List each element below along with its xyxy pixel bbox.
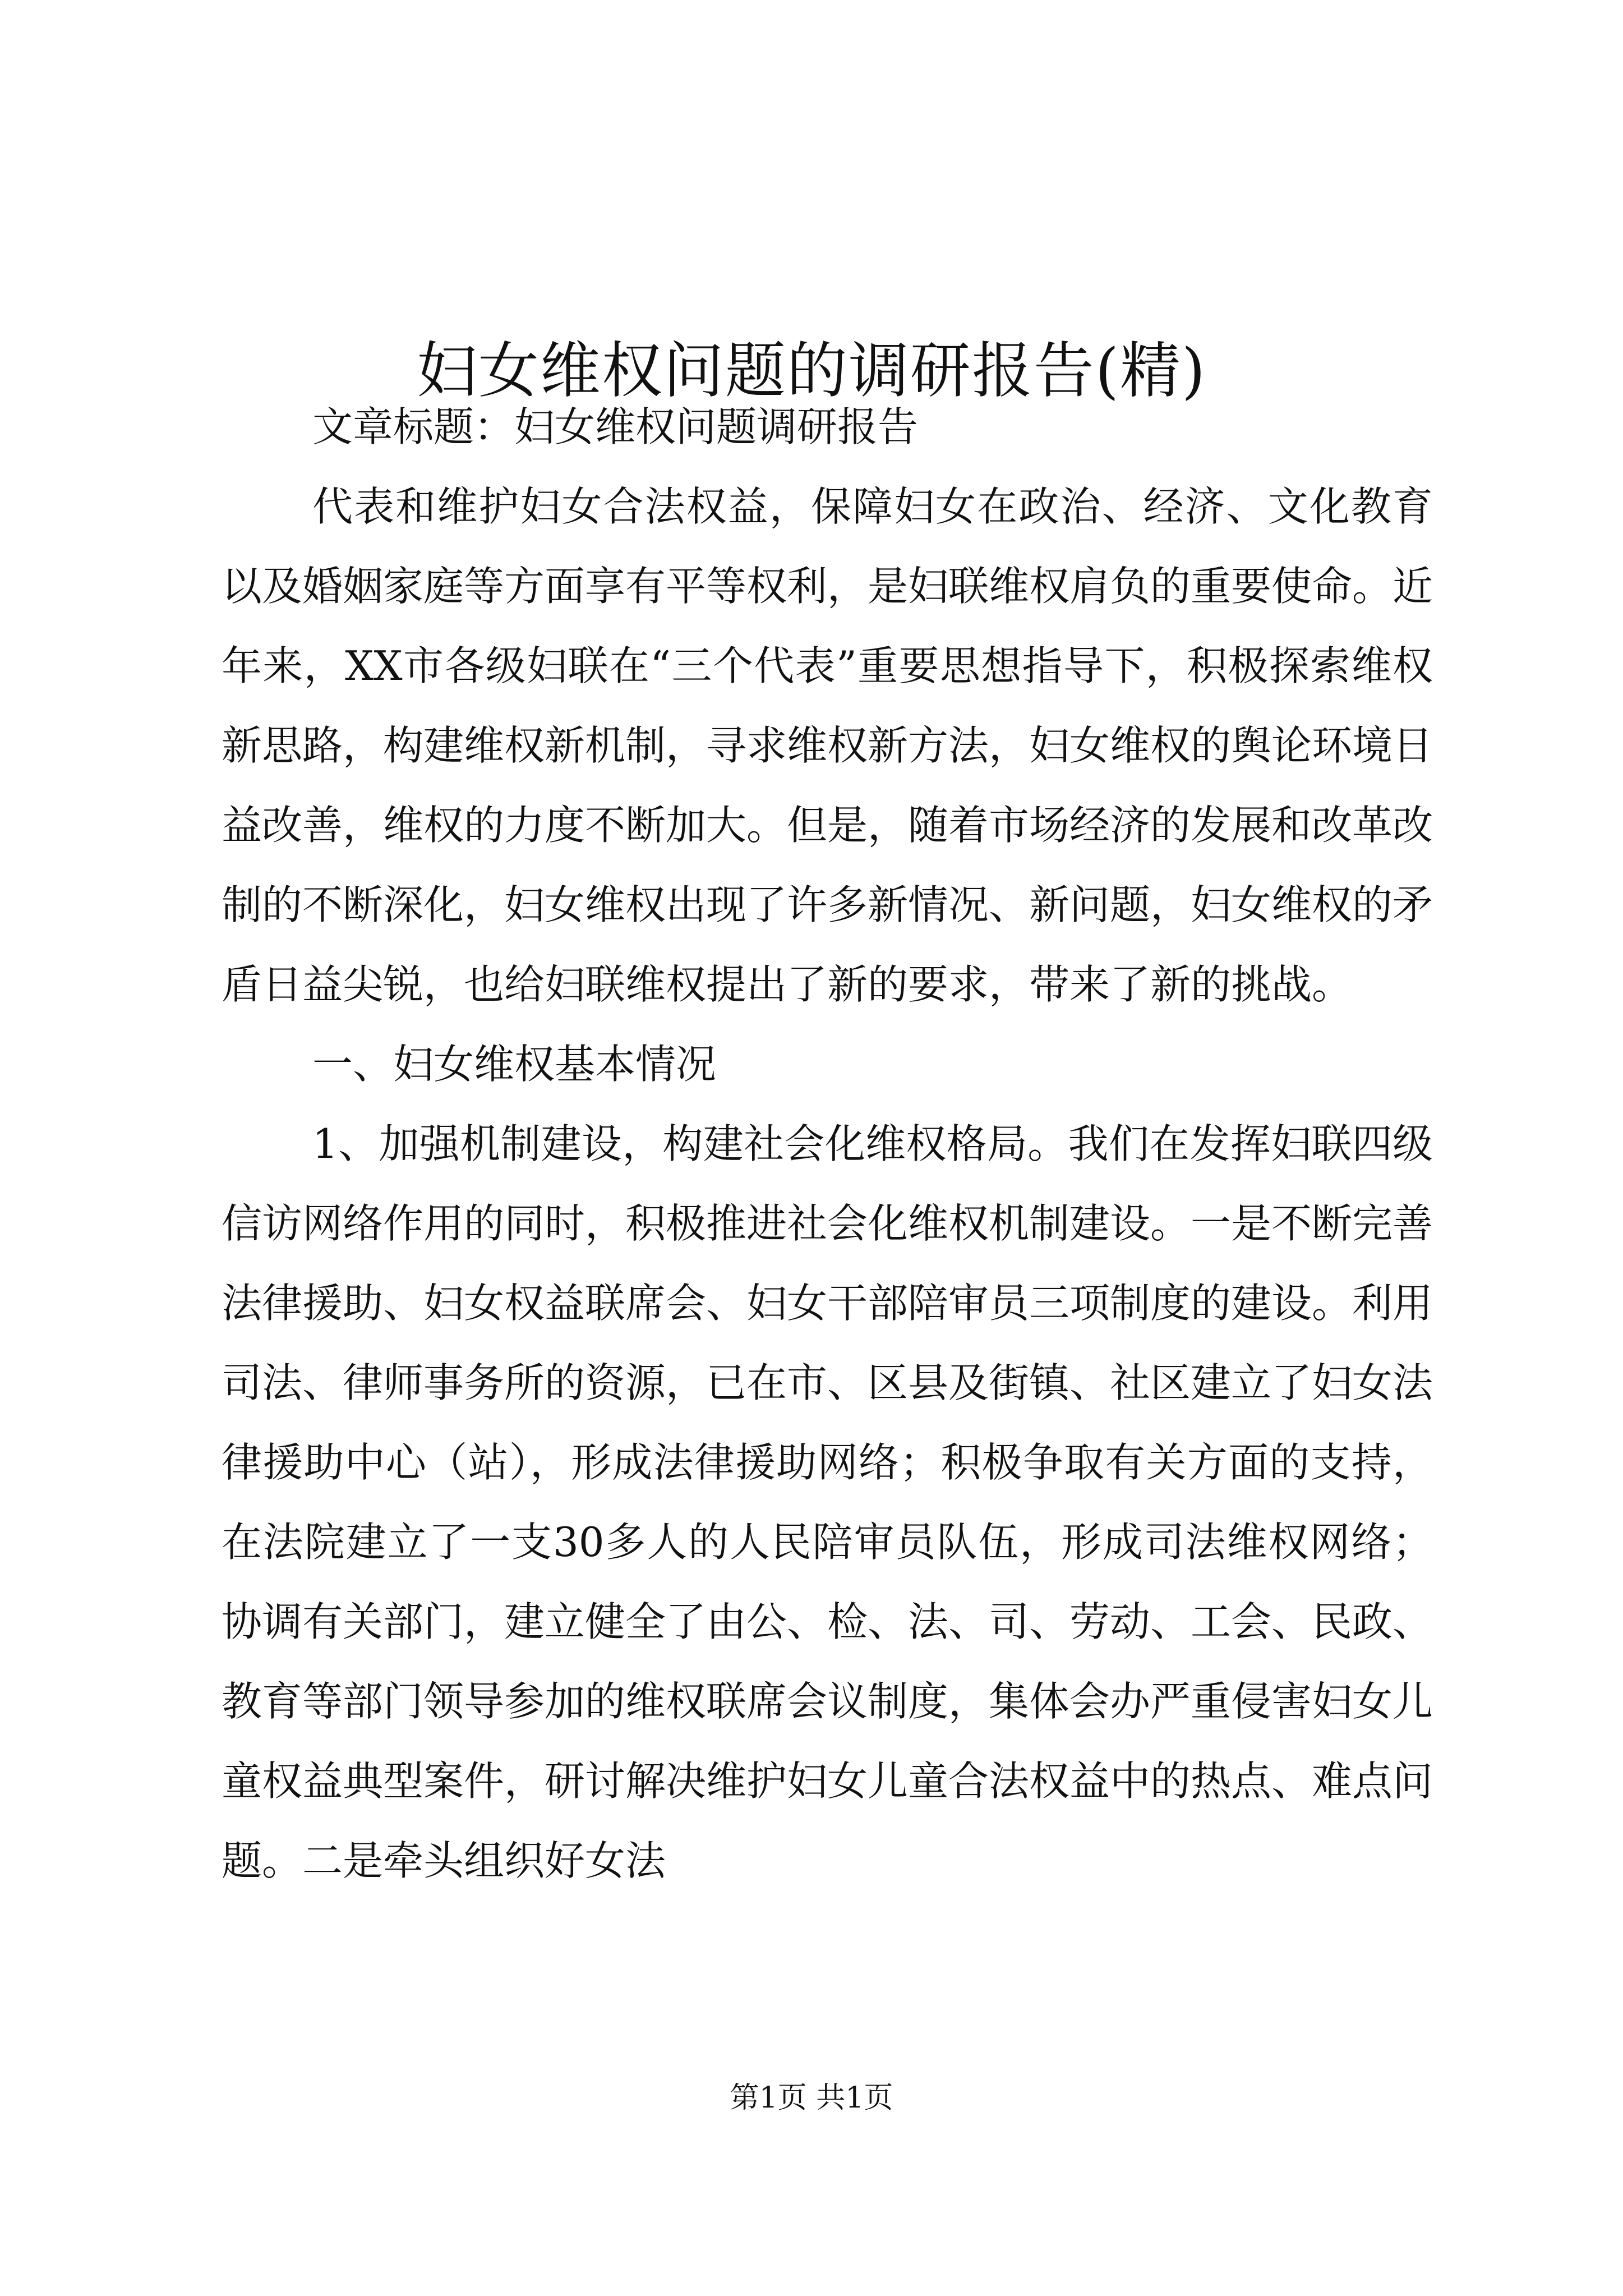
paragraph-mechanism-building: 1、加强机制建设，构建社会化维权格局。我们在发挥妇联四级信访网络作用的同时，积极推进社会化维权机制建设。一是不断完善法律援助、妇女权益联席会、妇女干部陪审员三项制度的建设。利用司法、律师事务所的资源，已在市、区县及街镇、社区建立了妇女法律援助中心（站），形成法律援助网络；积极争取有关方面的支持，在法院建立了一支30多人的人民陪审员队伍，形成司法维权网络；协调有关部门，建立健全了由公、检、法、司、劳动、工会、民政、教育等部门领导参加的维权联席会议制度，集体会办严重侵害妇女儿童权益典型案件，研讨解决维护妇女儿童合法权益中的热点、难点问题。二是牵头组织好女法 [222, 1120, 1433, 1884]
section-heading-basic-situation: 一、妇女维权基本情况 [312, 1041, 717, 1088]
document-title: 妇女维权问题的调研报告(精) [416, 336, 1207, 407]
page-number-footer: 第1页 共1页 [730, 2081, 893, 2115]
paragraph-article-heading: 文章标题：妇女维权问题调研报告 [312, 403, 919, 450]
paragraph-intro: 代表和维护妇女合法权益，保障妇女在政治、经济、文化教育以及婚姻家庭等方面享有平等权利，是妇联维权肩负的重要使命。近年来，XX市各级妇联在“三个代表”重要思想指导下，积极探索维权新思路，构建维权新机制，寻求维权新方法，妇女维权的舆论环境日益改善，维权的力度不断加大。但是，随着市场经济的发展和改革改制的不断深化，妇女维权出现了许多新情况、新问题，妇女维权的矛盾日益尖锐，也给妇联维权提出了新的要求，带来了新的挑战。 [222, 483, 1433, 1008]
document-body [222, 387, 1433, 1901]
